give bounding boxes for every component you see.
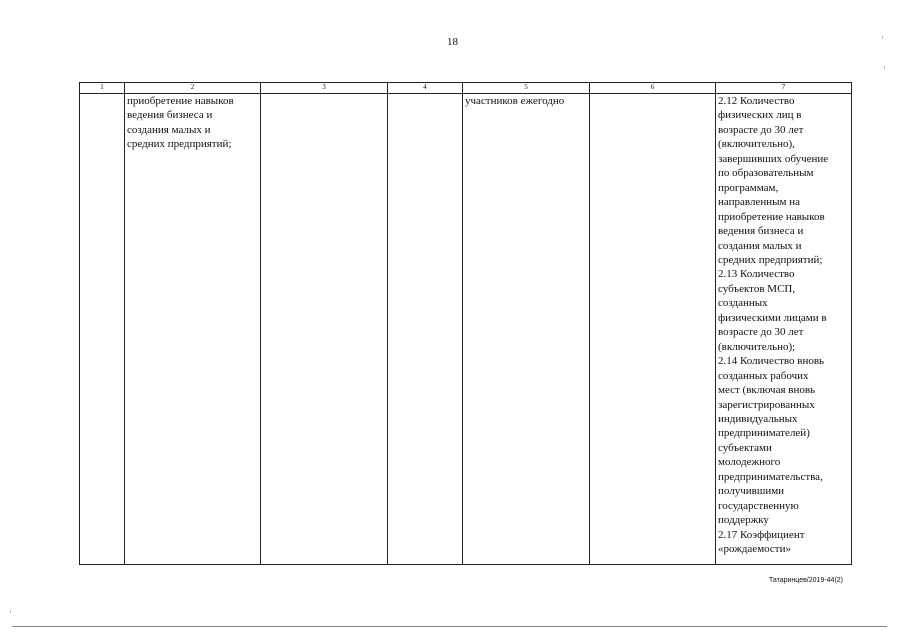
bottom-rule [12, 626, 887, 627]
cell-text: приобретение навыков ведения бизнеса и создания малых и средних предприятий; [127, 95, 234, 151]
cell-col2 [125, 94, 261, 565]
cell-col4 [388, 94, 463, 565]
column-header-4: 4 [388, 83, 463, 94]
cell-col1 [80, 94, 125, 565]
column-header-3: 3 [261, 83, 388, 94]
cell-col7 [716, 94, 852, 565]
header-row [80, 83, 852, 94]
cell-text: участников ежегодно [465, 95, 565, 107]
cell-col5 [463, 94, 590, 565]
column-header-6: 6 [590, 83, 716, 94]
cell-text: 2.12 Количество физических лиц в возрасте до 30 лет (включительно), завершивших обучение по образовательным программам, направленным на приобретение навыков ведения бизнеса и создания малых и средних предприятий; 2.13 Количество субъектов МСП, созданных физическими лицами в возрасте до 30 лет (включительно); 2.14 Количество вновь созданных рабочих мест (включая вновь зарегистрированных индивидуальных предпринимателей) субъектами молодежного предпринимательства, получившими государственную поддержку 2.17 Коэффициент «рождаемости» [718, 95, 829, 556]
main-table [79, 82, 852, 565]
page-number: 18 [447, 36, 458, 48]
table-row [80, 94, 852, 565]
cell-col3 [261, 94, 388, 565]
document-code: Татаринцев/2019-44(2) [768, 577, 843, 584]
column-header-2: 2 [125, 83, 261, 94]
column-header-5: 5 [463, 83, 590, 94]
cell-col6 [590, 94, 716, 565]
scan-speck [884, 66, 885, 69]
column-header-7: 7 [716, 83, 852, 94]
scan-speck [882, 36, 883, 39]
scan-speck [10, 610, 11, 613]
column-header-1: 1 [80, 83, 125, 94]
